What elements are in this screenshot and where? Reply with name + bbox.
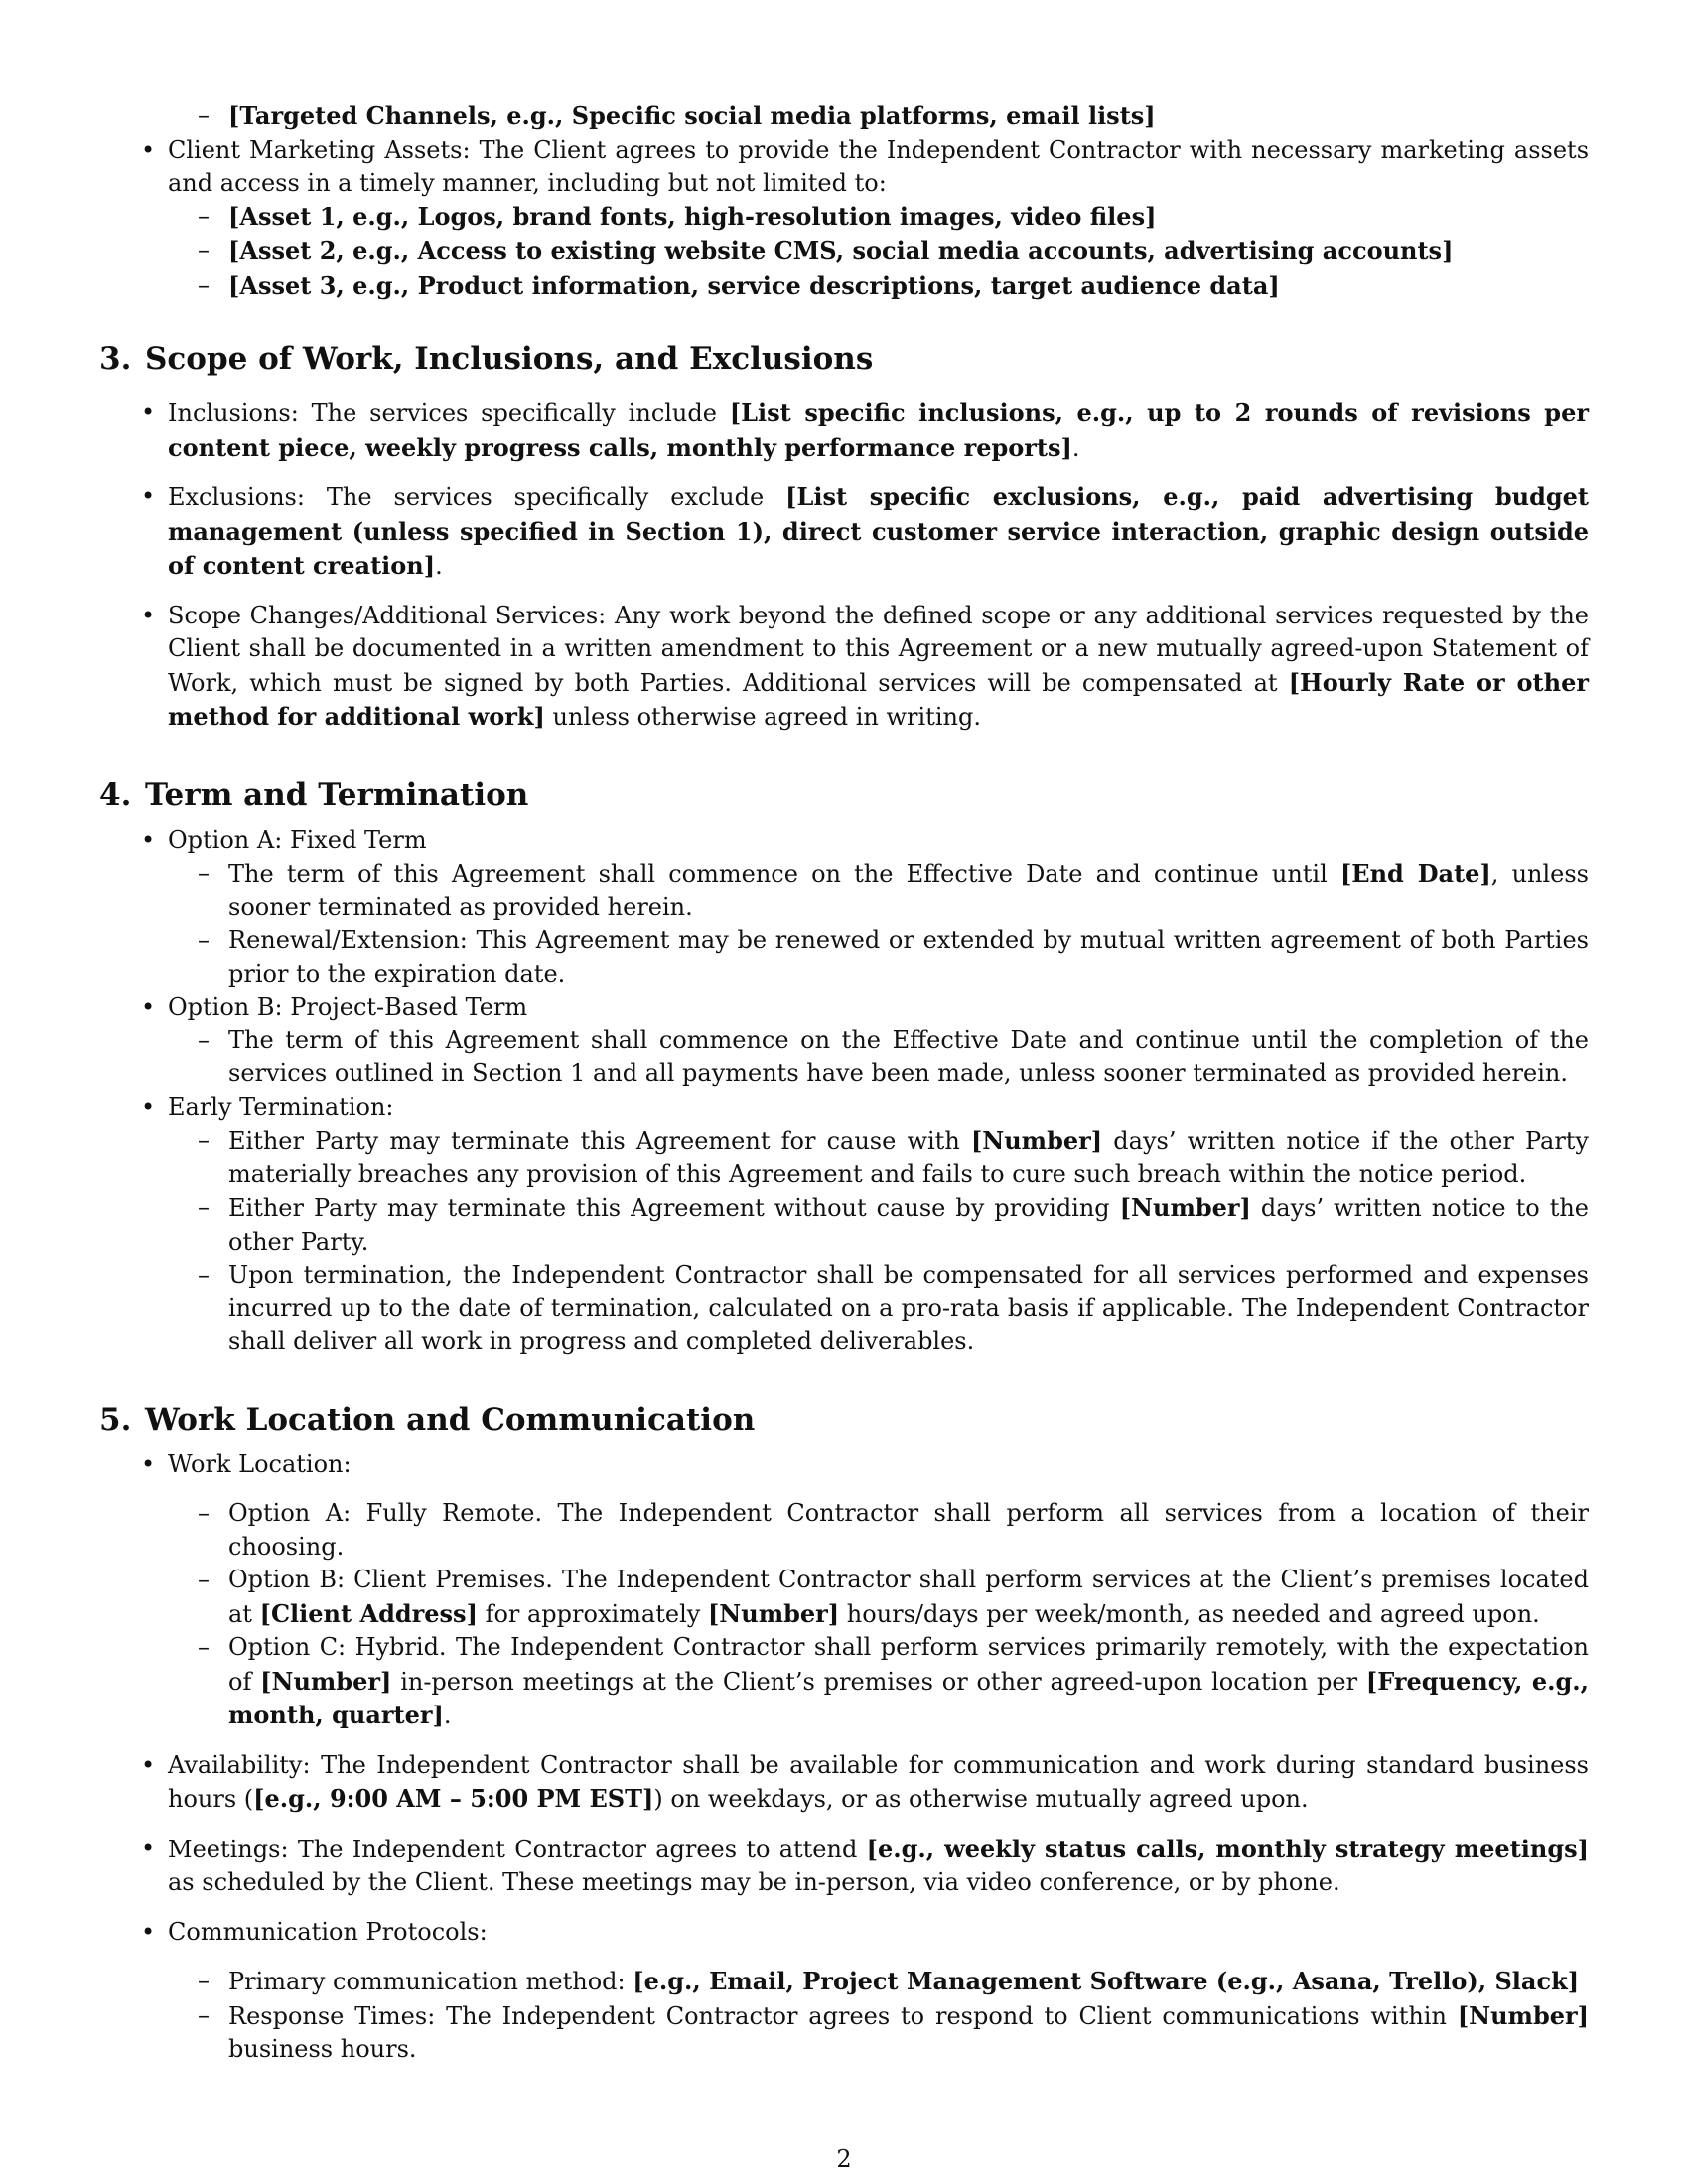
work-location-item: • Work Location: bbox=[99, 1448, 1589, 1482]
response-times-item: – Response Times: The Independent Contractor agrees to respond to Client communications within [Number] business hours. bbox=[99, 1999, 1589, 2067]
client-marketing-assets-item: • Client Marketing Assets: The Client agrees to provide the Independent Contractor with necessary marketing assets and access in a timely manner, including but not limited to: bbox=[99, 134, 1589, 201]
primary-communication-item: – Primary communication method: [e.g., Email, Project Management Software (e.g., Asana, Trello), Slack] bbox=[99, 1965, 1589, 1999]
option-b-item: • Option B: Project-Based Term bbox=[99, 991, 1589, 1024]
upon-termination-item: – Upon termination, the Independent Contractor shall be compensated for all services performed and expenses incurred up to the date of termination, calculated on a pro-rata basis if applicable. The Independent Contractor shall deliver all work in progress and completed deliverables. bbox=[99, 1259, 1589, 1359]
page-number: 2 bbox=[836, 2145, 852, 2173]
communication-protocols-item: • Communication Protocols: bbox=[99, 1916, 1589, 1950]
option-a-item: • Option A: Fixed Term bbox=[99, 824, 1589, 858]
scope-changes-item: • Scope Changes/Additional Services: Any work beyond the defined scope or any additional services requested by the Client shall be documented in a written amendment to this Agreement or a new mutually agreed-upon Statement of Work, which must be signed by both Parties. Additional services will be compensated at [Hourly Rate or other method for additional work] unless otherwise agreed in writing. bbox=[99, 600, 1589, 735]
asset-3-item: – [Asset 3, e.g., Product information, service descriptions, target audience data] bbox=[99, 269, 1589, 304]
termination-for-cause-item: – Either Party may terminate this Agreement for cause with [Number] days’ written notice if the other Party materially breaches any provision of this Agreement and fails to cure such breach within the notice period. bbox=[99, 1124, 1589, 1191]
inclusions-item: • Inclusions: The services specifically include [List specific inclusions, e.g., up to 2 rounds of revisions per content piece, weekly progress calls, monthly performance reports]. bbox=[99, 396, 1589, 465]
targeted-channels-item: – [Targeted Channels, e.g., Specific social media platforms, email lists] bbox=[99, 99, 1589, 134]
asset-2-item: – [Asset 2, e.g., Access to existing website CMS, social media accounts, advertising accounts] bbox=[99, 234, 1589, 269]
page-content bbox=[99, 99, 1589, 2067]
termination-without-cause-item: – Either Party may terminate this Agreement without cause by providing [Number] days’ written notice to the other Party. bbox=[99, 1191, 1589, 1259]
option-a-remote-item: – Option A: Fully Remote. The Independent Contractor shall perform all services from a location of their choosing. bbox=[99, 1497, 1589, 1564]
section-5-heading: 5. Work Location and Communication bbox=[99, 1401, 756, 1437]
option-a-term-item: – The term of this Agreement shall commence on the Effective Date and continue until [End Date], unless sooner terminated as provided herein. bbox=[99, 857, 1589, 924]
meetings-item: • Meetings: The Independent Contractor agrees to attend [e.g., weekly status calls, monthly strategy meetings] as scheduled by the Client. These meetings may be in-person, via video conference, or by phone. bbox=[99, 1833, 1589, 1900]
option-b-premises-item: – Option B: Client Premises. The Independent Contractor shall perform services at the Client’s premises located at [Client Address] for approximately [Number] hours/days per week/month, as needed and agreed upon. bbox=[99, 1564, 1589, 1631]
option-a-renewal-item: – Renewal/Extension: This Agreement may be renewed or extended by mutual written agreement of both Parties prior to the expiration date. bbox=[99, 924, 1589, 991]
early-termination-item: • Early Termination: bbox=[99, 1091, 1589, 1125]
option-b-term-item: – The term of this Agreement shall commence on the Effective Date and continue until the completion of the services outlined in Section 1 and all payments have been made, unless sooner terminated as provided herein. bbox=[99, 1024, 1589, 1091]
availability-item: • Availability: The Independent Contractor shall be available for communication and work during standard business hours ([e.g., 9:00 AM – 5:00 PM EST]) on weekdays, or as otherwise mutually agreed upon. bbox=[99, 1749, 1589, 1817]
section-4-heading: 4. Term and Termination bbox=[99, 776, 529, 813]
option-c-hybrid-item: – Option C: Hybrid. The Independent Contractor shall perform services primarily remotely, with the expectation of [Number] in-person meetings at the Client’s premises or other agreed-upon location per [Frequency, e.g., month, quarter]. bbox=[99, 1631, 1589, 1733]
section-3-heading: 3. Scope of Work, Inclusions, and Exclusions bbox=[99, 341, 874, 377]
exclusions-item: • Exclusions: The services specifically exclude [List specific exclusions, e.g., paid advertising budget management (unless specified in Section 1), direct customer service interaction, graphic design outside of content creation]. bbox=[99, 480, 1589, 584]
asset-1-item: – [Asset 1, e.g., Logos, brand fonts, high-resolution images, video files] bbox=[99, 201, 1589, 235]
